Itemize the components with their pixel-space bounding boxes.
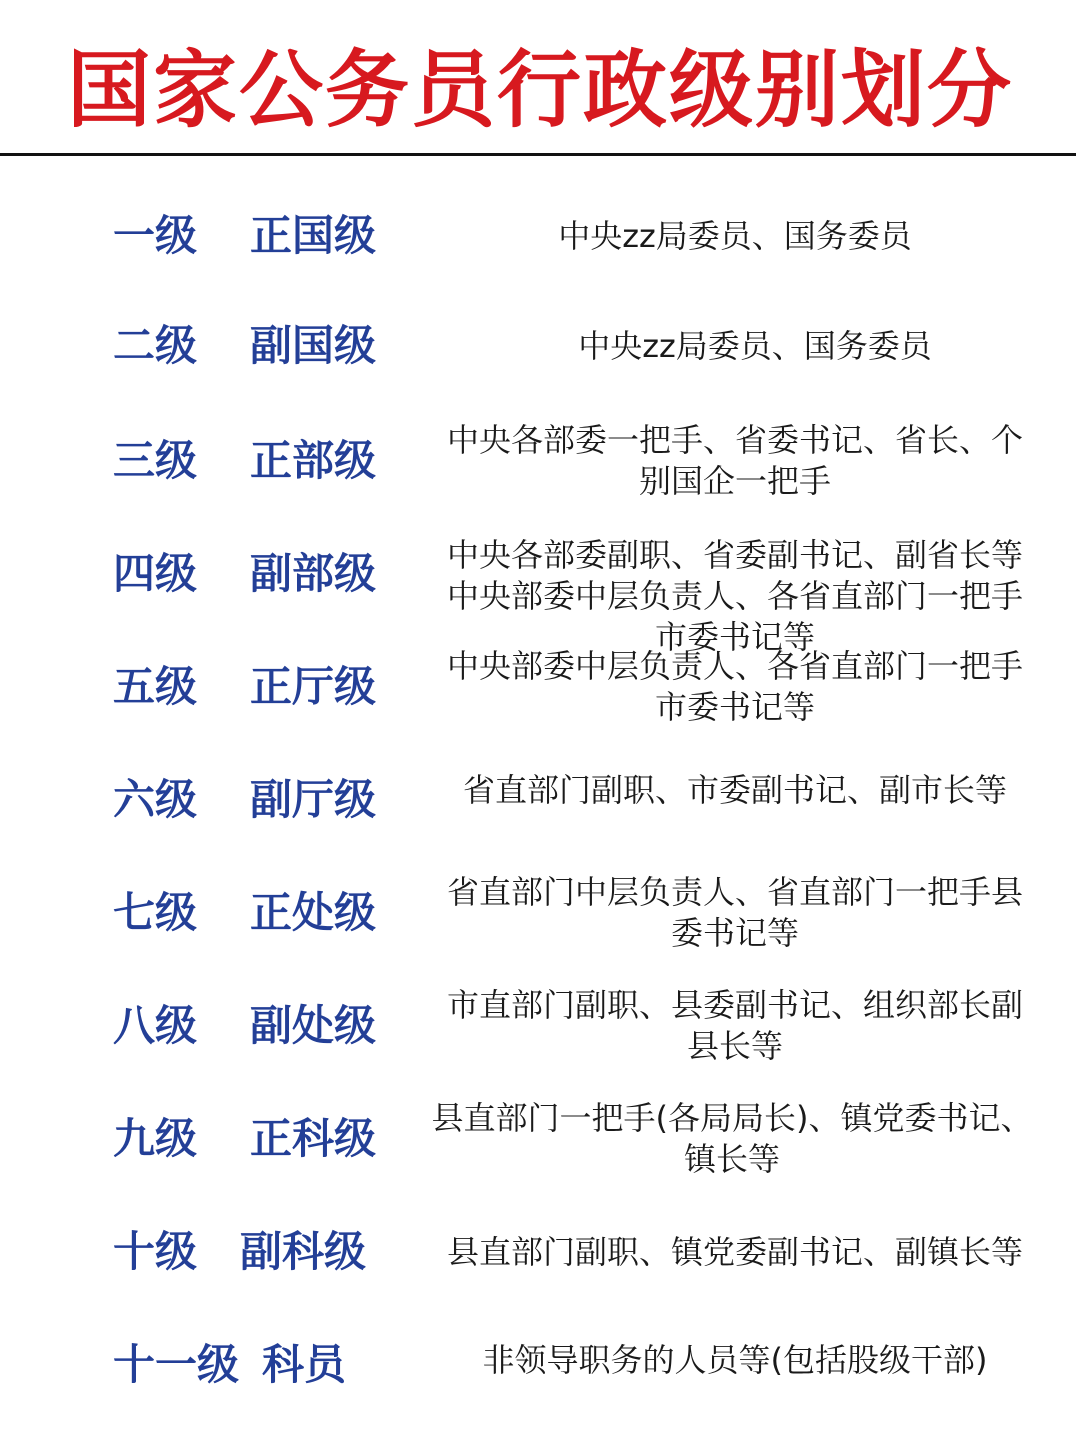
rank-row [0, 1196, 1080, 1308]
rank-level: 十级 [113, 1227, 198, 1276]
rank-row [0, 857, 1080, 969]
rank-row [0, 405, 1080, 517]
rank-level: 五级 [113, 662, 198, 711]
rank-description: 中央各部委一把手、省委书记、省长、个 别国企一把手 [446, 421, 1023, 500]
rank-name: 副部级 [250, 549, 377, 598]
rank-level: 九级 [113, 1114, 198, 1163]
rank-description: 省直部门副职、市委副书记、副市长等 [462, 770, 1007, 809]
rank-level: 八级 [113, 1001, 198, 1050]
rank-level: 十一级 [113, 1340, 240, 1389]
rank-description: 市直部门副职、县委副书记、组织部长副 县长等 [446, 986, 1023, 1065]
rank-description: 县直部门副职、镇党委副书记、副镇长等 [446, 1232, 1023, 1271]
rank-level: 七级 [113, 888, 198, 937]
rank-level: 二级 [113, 321, 198, 370]
rank-name: 正国级 [250, 211, 377, 260]
rank-level: 一级 [113, 211, 198, 260]
rank-description: 中央部委中层负责人、各省直部门一把手 市委书记等 [446, 647, 1023, 726]
rank-name: 正处级 [250, 888, 377, 937]
rank-description: 省直部门中层负责人、省直部门一把手县 委书记等 [446, 873, 1023, 952]
page-title: 国家公务员行政级别划分 [66, 41, 1013, 139]
rank-level: 四级 [113, 549, 198, 598]
rank-name: 正厅级 [250, 662, 377, 711]
rank-row [0, 1309, 1080, 1421]
rank-name: 副厅级 [250, 775, 377, 824]
rank-name: 正科级 [250, 1114, 377, 1163]
rank-description: 县直部门一把手(各局局长)、镇党委书记、 镇长等 [431, 1099, 1033, 1178]
rank-row [0, 290, 1080, 402]
rank-name: 副处级 [250, 1001, 377, 1050]
rank-row [0, 1083, 1080, 1195]
rank-row [0, 180, 1080, 292]
rank-row [0, 970, 1080, 1082]
rank-description: 中央zz局委员、国务委员 [578, 326, 932, 365]
rank-description: 中央zz局委员、国务委员 [558, 216, 912, 255]
rank-description: 中央各部委副职、省委副书记、副省长等 中央部委中层负责人、各省直部门一把手 市委书记等 [446, 535, 1023, 656]
rank-name: 正部级 [250, 436, 377, 485]
rank-description: 非领导职务的人员等(包括股级干部) [482, 1340, 988, 1379]
rank-row [0, 744, 1080, 856]
rank-level: 三级 [113, 436, 198, 485]
rank-name: 副科级 [240, 1227, 367, 1276]
rank-level: 六级 [113, 775, 198, 824]
rank-row [0, 631, 1080, 743]
rank-name: 科员 [262, 1340, 347, 1389]
rank-name: 副国级 [250, 321, 377, 370]
rank-row [0, 518, 1080, 656]
